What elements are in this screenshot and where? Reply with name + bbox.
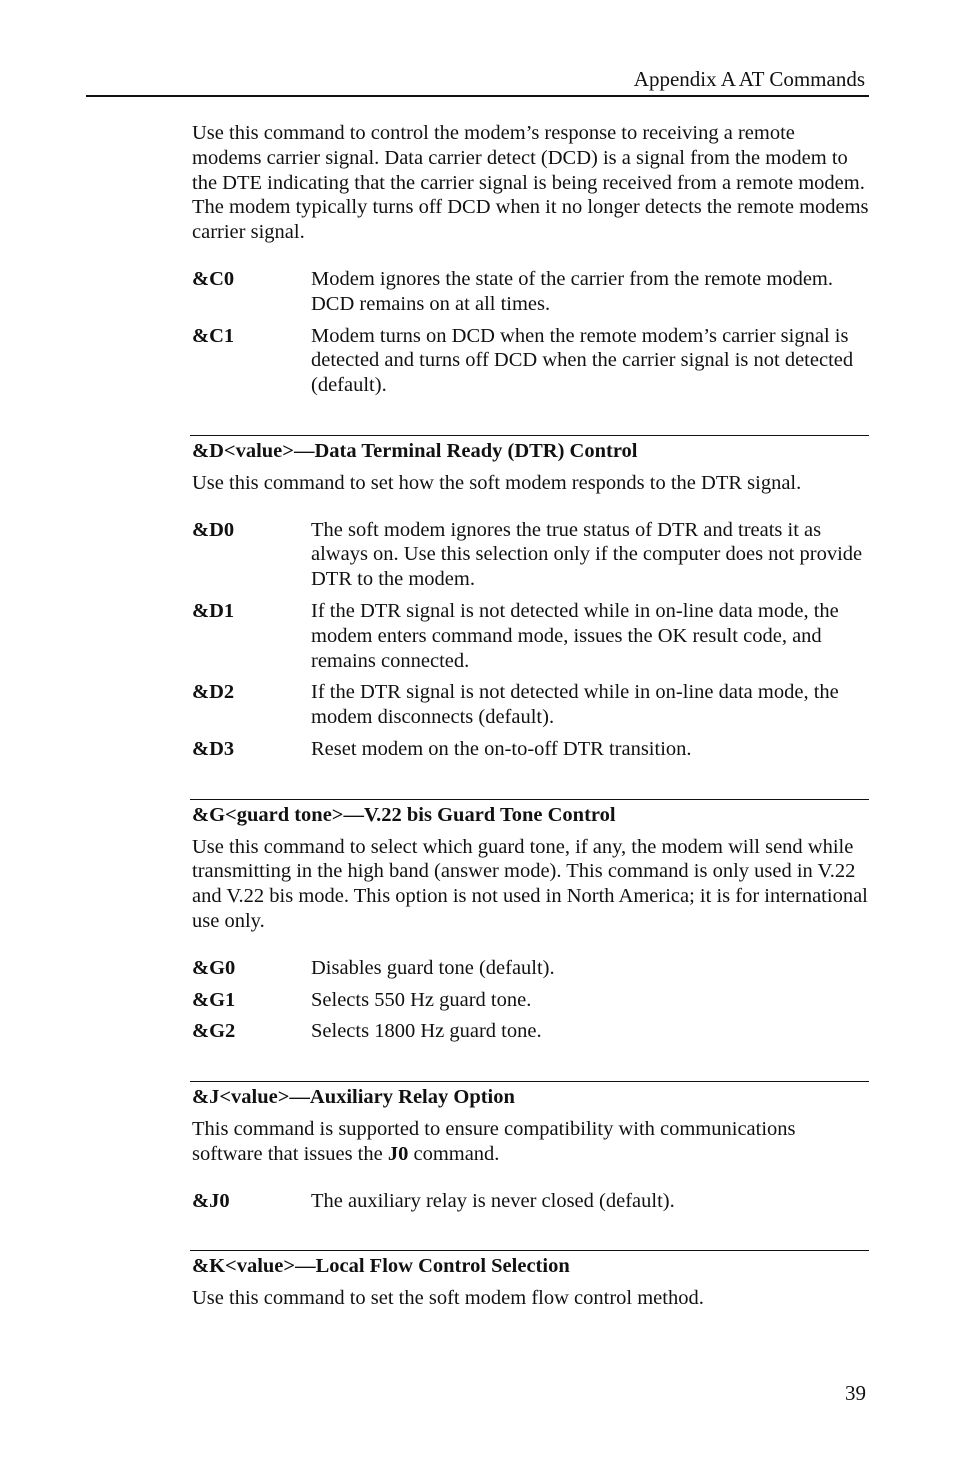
command-description: Selects 550 Hz guard tone.: [311, 988, 532, 1011]
command-code: &C1: [192, 324, 235, 347]
section-intro: Use this command to select which guard tone, if any, the modem will send while transmitting in the high band (answer mode). This command is only used in V.22 and V.22 bis mode. This option is not used in North America; it is for international use only.: [192, 835, 868, 932]
command-code: &D2: [192, 681, 235, 704]
command-description: Reset modem on the on-to-off DTR transition.: [311, 737, 692, 760]
section-intro: [192, 1117, 869, 1167]
command-description: If the DTR signal is not detected while in on-line data mode, the modem disconnects (default).: [311, 681, 839, 729]
command-entry-c0: [192, 267, 869, 317]
section-guard-tone: [190, 799, 869, 1044]
command-entry-d3: [192, 737, 869, 762]
page-number: 39: [845, 1381, 866, 1405]
section-dtr-control: [190, 435, 869, 762]
command-code: &G2: [192, 1020, 236, 1043]
intro-text: This command is supported to ensure compatibility with communications software that issues the: [192, 1117, 796, 1165]
section-intro: Use this command to set the soft modem flow control method.: [192, 1287, 704, 1310]
command-code: &J0: [192, 1189, 230, 1212]
command-entry-d1: [192, 599, 869, 673]
command-entry-j0: [192, 1189, 869, 1214]
section-title: &K<value>—Local Flow Control Selection: [192, 1255, 570, 1278]
command-entry-c1: [192, 324, 869, 398]
section-title: &J<value>—Auxiliary Relay Option: [192, 1086, 515, 1109]
page-content: [192, 121, 869, 1311]
command-entry-g0: [192, 956, 869, 981]
section-title: &D<value>—Data Terminal Ready (DTR) Control: [192, 439, 638, 462]
header-rule: [86, 95, 869, 97]
command-code: &D1: [192, 599, 235, 622]
command-description: Modem ignores the state of the carrier from the remote modem. DCD remains on at all times.: [311, 267, 833, 315]
command-description: Disables guard tone (default).: [311, 956, 555, 979]
command-description: The auxiliary relay is never closed (default).: [311, 1189, 675, 1212]
command-description: If the DTR signal is not detected while in on-line data mode, the modem enters command mode, issues the OK result code, and remains connected.: [311, 599, 839, 672]
section-title: &G<guard tone>—V.22 bis Guard Tone Control: [192, 803, 616, 826]
command-description: Modem turns on DCD when the remote modem’s carrier signal is detected and turns off DCD when the carrier signal is not detected (default).: [311, 324, 854, 397]
command-code: &D3: [192, 737, 235, 760]
intro-text: command.: [408, 1142, 500, 1165]
command-entry-g2: [192, 1019, 869, 1044]
command-entry-g1: [192, 988, 869, 1013]
section-intro: Use this command to set how the soft modem responds to the DTR signal.: [192, 471, 802, 494]
command-description: Selects 1800 Hz guard tone.: [311, 1020, 542, 1043]
running-header: Appendix A AT Commands: [633, 67, 865, 91]
command-code: &C0: [192, 267, 235, 290]
command-code: &D0: [192, 518, 235, 541]
section-local-flow-control: [190, 1250, 869, 1311]
command-code: &G0: [192, 956, 236, 979]
command-entry-d0: [192, 518, 869, 592]
carrier-detect-intro: Use this command to control the modem’s response to receiving a remote modems carrier signal. Data carrier detect (DCD) is a signal from the modem to the DTE indicating that the carrier signal is being received from a remote modem. The modem typically turns off DCD when it no longer detects the remote modems carrier signal.: [192, 122, 869, 244]
command-entry-d2: [192, 680, 869, 730]
command-code: &G1: [192, 988, 236, 1011]
command-reference: J0: [387, 1142, 409, 1165]
command-description: The soft modem ignores the true status of DTR and treats it as always on. Use this selection only if the computer does not provide DTR to the modem.: [311, 518, 863, 591]
section-auxiliary-relay: [190, 1081, 869, 1213]
